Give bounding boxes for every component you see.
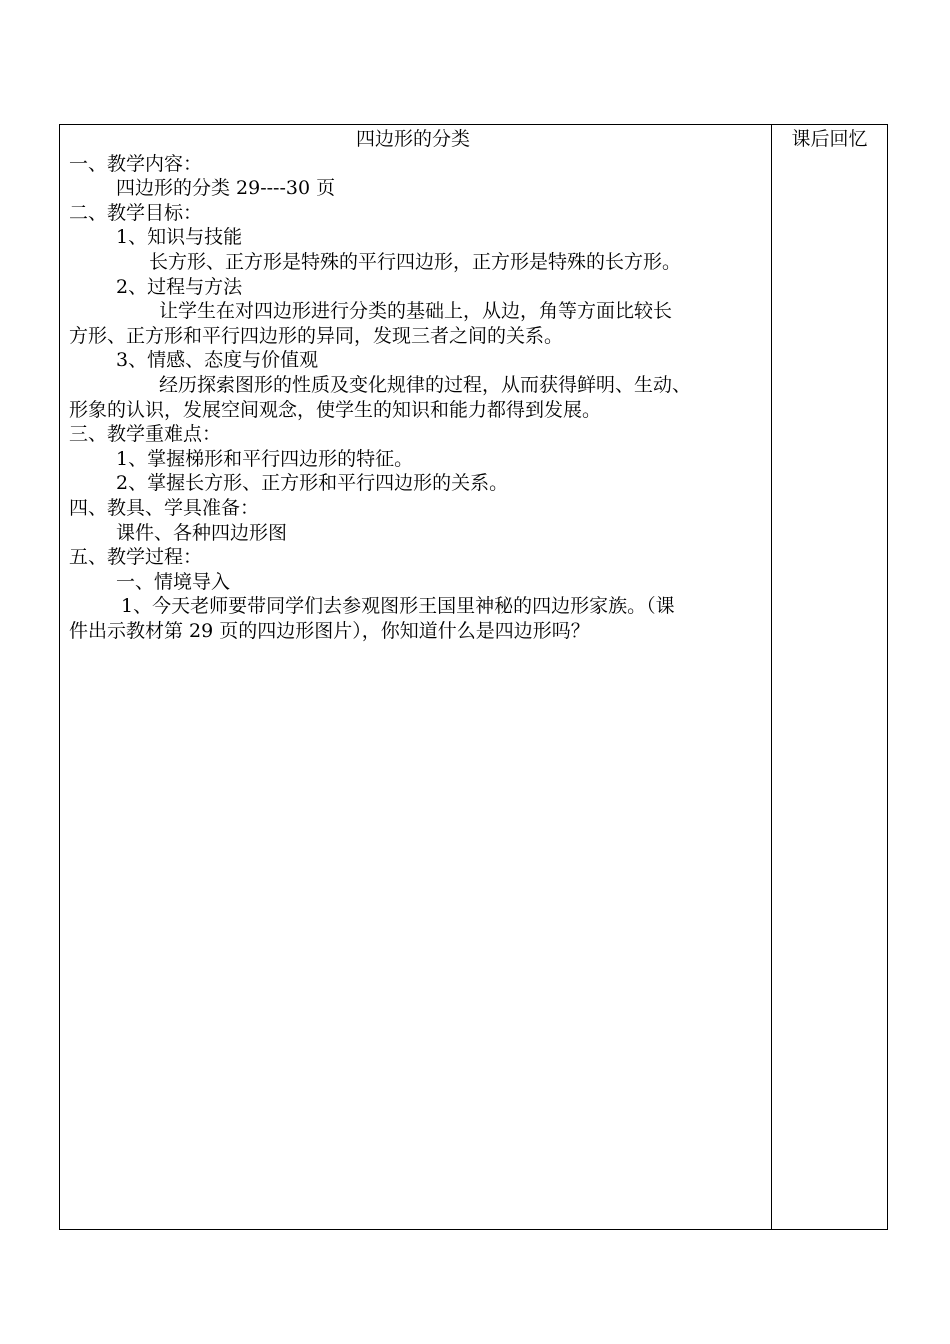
section-heading-keypoints: 三、教学重难点： xyxy=(69,423,222,446)
lesson-content-cell xyxy=(60,125,772,1229)
section-heading-content: 一、教学内容： xyxy=(69,152,203,175)
keypoint-2: 2、掌握长方形、正方形和平行四边形的关系。 xyxy=(116,472,509,495)
goal-heading-attitude: 3、情感、态度与价值观 xyxy=(116,349,319,372)
materials-text: 课件、各种四边形图 xyxy=(116,521,288,544)
lesson-title: 四边形的分类 xyxy=(355,128,470,150)
keypoint-1: 1、掌握梯形和平行四边形的特征。 xyxy=(116,447,414,470)
process-step-heading: 一、情境导入 xyxy=(116,570,231,593)
section-heading-process: 五、教学过程： xyxy=(69,546,203,569)
process-text-line2: 件出示教材第 29 页的四边形图片），你知道什么是四边形吗？ xyxy=(69,619,590,642)
goal-heading-knowledge: 1、知识与技能 xyxy=(116,226,243,249)
goal-heading-process: 2、过程与方法 xyxy=(116,275,243,298)
lesson-plan-table xyxy=(59,124,888,1230)
goal-text-attitude-line1: 经历探索图形的性质及变化规律的过程，从而获得鲜明、生动、 xyxy=(159,373,692,396)
review-notes-header: 课后回忆 xyxy=(791,128,868,150)
review-notes-cell xyxy=(772,125,887,1229)
goal-text-process-line2: 方形、正方形和平行四边形的异同，发现三者之间的关系。 xyxy=(69,324,564,347)
content-text: 四边形的分类 29----30 页 xyxy=(116,177,336,200)
goal-text-attitude-line2: 形象的认识，发展空间观念，使学生的知识和能力都得到发展。 xyxy=(69,398,602,421)
goal-text-knowledge: 长方形、正方形是特殊的平行四边形，正方形是特殊的长方形。 xyxy=(149,250,682,273)
section-heading-goals: 二、教学目标： xyxy=(69,201,203,224)
process-text-line1: 1、今天老师要带同学们去参观图形王国里神秘的四边形家族。（课 xyxy=(121,595,675,618)
section-heading-materials: 四、教具、学具准备： xyxy=(69,496,260,519)
goal-text-process-line1: 让学生在对四边形进行分类的基础上，从边，角等方面比较长 xyxy=(159,300,673,323)
